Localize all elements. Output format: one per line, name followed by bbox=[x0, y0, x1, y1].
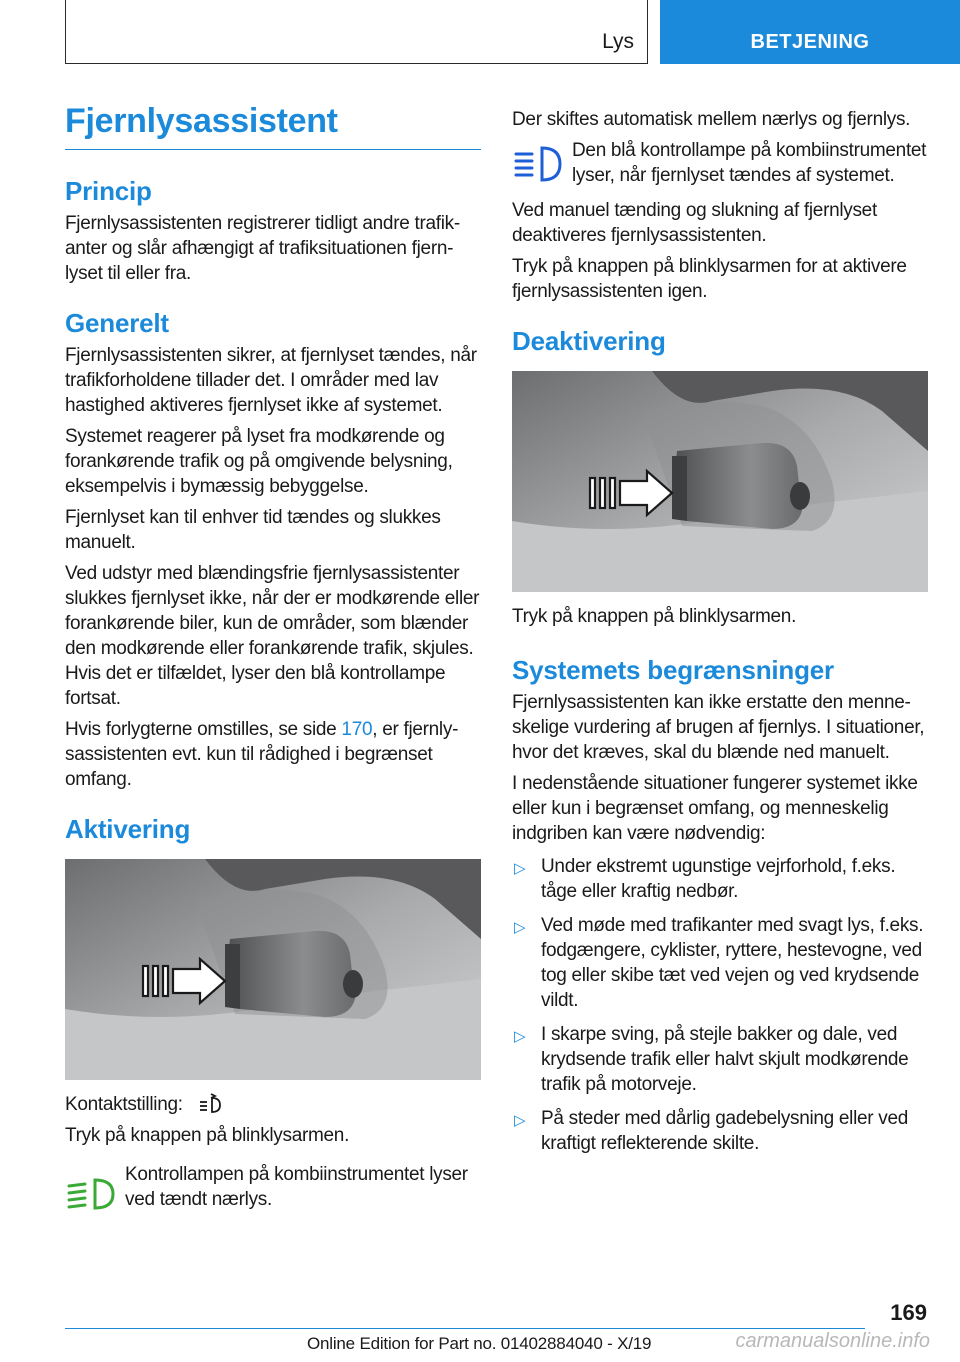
turn-signal-stalk-photo bbox=[65, 859, 481, 1080]
paragraph-generelt-5-end: , er fjernlysassistenten evt. kun til rådighed i begrænset omfang. bbox=[65, 719, 459, 790]
heading-aktivering: Aktivering bbox=[65, 814, 191, 844]
paragraph-princip: Fjernlysassistenten registrerer tidligt andre trafikanter og slår afhængigt af trafiksituationen fjernlyset til eller fra. bbox=[65, 213, 461, 284]
paragraph-skift: Der skiftes automatisk mellem nærlys og fjernlys. bbox=[512, 109, 911, 130]
limitations-list bbox=[512, 854, 928, 1156]
heading-princip: Princip bbox=[65, 176, 152, 206]
page-title: Fjernlysassistent bbox=[65, 102, 481, 150]
paragraph-tryk-igen: Tryk på knappen på blinklysarmen for at aktivere fjernlysassistenten igen. bbox=[512, 256, 907, 302]
paragraph-kontaktstilling bbox=[65, 1092, 481, 1117]
paragraph-tryk-aktivering: Tryk på knappen på blinklysarmen. bbox=[65, 1125, 350, 1146]
ignition-switch-icon bbox=[198, 1092, 222, 1114]
header-frame bbox=[65, 0, 648, 64]
heading-begraensninger: Systemets begrænsninger bbox=[512, 655, 834, 685]
paragraph-generelt-5-start: Hvis forlygterne omstilles, se side bbox=[65, 719, 342, 740]
paragraph-begr-2: I nedenstående situationer fungerer systemet ikke eller kun i begrænset omfang, og menneskelig indgriben kan være nødvendig: bbox=[512, 773, 918, 844]
page-link-170[interactable]: 170 bbox=[341, 719, 373, 740]
page-number: 169 bbox=[890, 1300, 927, 1325]
paragraph-begr-1: Fjernlysassistenten kan ikke erstatte den menneskelige vurdering af brugen af fjernlys. I situationer, hvor det kræves, skal du blænde ned manuelt. bbox=[512, 692, 925, 763]
paragraph-generelt-3: Fjernlyset kan til enhver tid tændes og slukkes manuelt. bbox=[65, 507, 441, 553]
list-item-text: I skarpe sving, på stejle bakker og dale, ved krydsende trafik eller halvt skjult modkørende trafik på motorveje. bbox=[541, 1024, 909, 1095]
triangle-bullet-icon: ▷ bbox=[514, 860, 526, 877]
triangle-bullet-icon: ▷ bbox=[514, 919, 526, 936]
paragraph-manuel: Ved manuel tænding og slukning af fjernlyset deaktiveres fjernlysassistenten. bbox=[512, 200, 877, 246]
paragraph-generelt-1: Fjernlysassistenten sikrer, at fjernlyset tændes, når trafikforholdene tillader det. I områder med lav hastighed aktiveres fjernlyset ikke af systemet. bbox=[65, 345, 477, 416]
header-chapter-label: BETJENING bbox=[750, 31, 870, 53]
header-chapter-tab bbox=[660, 0, 960, 64]
triangle-bullet-icon: ▷ bbox=[514, 1028, 526, 1045]
list-item bbox=[512, 854, 928, 904]
low-beam-indicator-icon bbox=[65, 1174, 125, 1214]
triangle-bullet-icon: ▷ bbox=[514, 1112, 526, 1129]
list-item-text: Ved møde med trafikanter med svagt lys, f.eks. fodgængere, cyklister, ryttere, hestevogne, ved tog eller skibe tæt ved vejen og ved krydsende vildt. bbox=[541, 915, 924, 1011]
watermark: carmanualsonline.info bbox=[735, 1330, 930, 1352]
left-column bbox=[65, 100, 481, 1220]
paragraph-generelt-5 bbox=[65, 717, 481, 792]
list-item bbox=[512, 1106, 928, 1156]
heading-generelt: Generelt bbox=[65, 308, 169, 338]
right-column bbox=[512, 107, 928, 1165]
footer-edition: Online Edition for Part no. 01402884040 - X/19 bbox=[307, 1334, 652, 1353]
paragraph-generelt-4: Ved udstyr med blændingsfrie fjernlysassistenter slukkes fjernlyset ikke, når der er modkørende eller forankørende biler, kun de områder, som blænder den modkørende eller forankørende trafik, skjules. Hvis det er tilfældet, lyser den blå kontrollampe fortsat. bbox=[65, 563, 480, 709]
list-item bbox=[512, 913, 928, 1013]
list-item-text: På steder med dårlig gadebelysning eller ved kraftigt reflekterende skilte. bbox=[541, 1108, 909, 1154]
heading-deaktivering: Deaktivering bbox=[512, 326, 666, 356]
blue-indicator-text: Den blå kontrollampe på kombiinstrumentet lyser, når fjernlyset tændes af systemet. bbox=[572, 140, 927, 186]
high-beam-indicator-icon bbox=[512, 144, 572, 184]
turn-signal-stalk-photo-deactivate bbox=[512, 371, 928, 592]
blue-indicator-note bbox=[512, 138, 928, 188]
footer-divider bbox=[65, 1328, 865, 1329]
header-section-title: Lys bbox=[602, 30, 634, 53]
paragraph-tryk-deaktivering: Tryk på knappen på blinklysarmen. bbox=[512, 606, 797, 627]
list-item-text: Under ekstremt ugunstige vejrforhold, f.eks. tåge eller kraftig nedbør. bbox=[541, 856, 896, 902]
green-indicator-text: Kontrollampen på kombiinstrumentet lyser ved tændt nærlys. bbox=[125, 1164, 468, 1210]
kontaktstilling-label: Kontaktstilling: bbox=[65, 1094, 183, 1115]
paragraph-generelt-2: Systemet reagerer på lyset fra modkørende og forankørende trafik og på omgivende belysning, eksempelvis i bymæssig bebyggelse. bbox=[65, 426, 453, 497]
green-indicator-note bbox=[65, 1162, 481, 1214]
list-item bbox=[512, 1022, 928, 1097]
